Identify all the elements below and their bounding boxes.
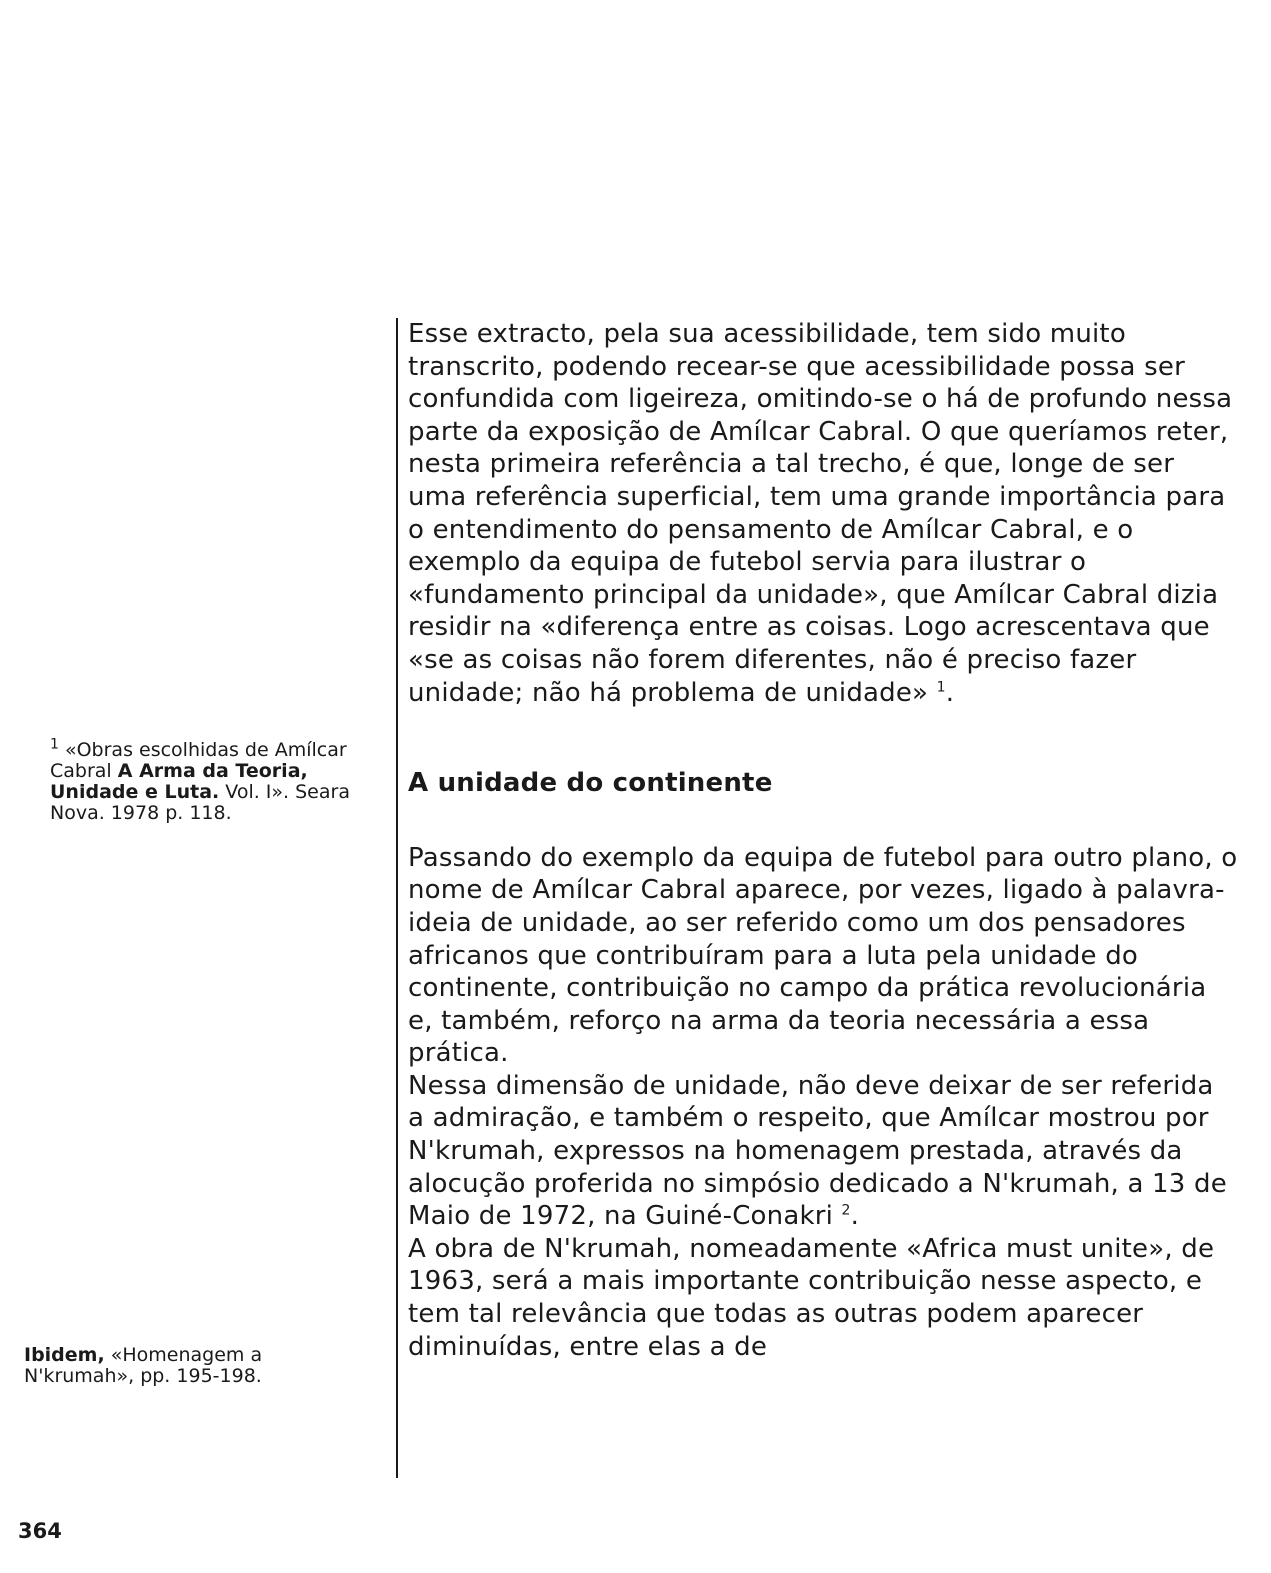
paragraph-text: Esse extracto, pela sua acessibilidade, tem sido muito transcrito, podendo recear-se que acessibilidade possa ser confundida com ligeireza, omitindo-se o há de profundo nessa parte da exposição de Amílcar Cabral. O que queríamos reter, nesta primeira referência a tal trecho, é que, longe de ser uma referência superficial, tem uma grande importância para o entendimento do pensamento de Amílcar Cabral, e o exemplo da equipa de futebol servia para ilustrar o «fundamento principal da unidade», que Amílcar Cabral dizia residir na «diferença entre as coisas. Logo acrescentava que «se as coisas não forem diferentes, não é preciso fazer unidade; não há problema de unidade» [408,319,1233,708]
paragraph: Esse extracto, pela sua acessibilidade, tem sido muito transcrito, podendo recear-se que acessibilidade possa ser confundida com ligeireza, omitindo-se o há de profundo nessa parte da exposição de Amílcar Cabral. O que queríamos reter, nesta primeira referência a tal trecho, é que, longe de ser uma referência superficial, tem uma grande importância para o entendimento do pensamento de Amílcar Cabral, e o exemplo da equipa de futebol servia para ilustrar o «fundamento principal da unidade», que Amílcar Cabral dizia residir na «diferença entre as coisas. Logo acrescentava que «se as coisas não forem diferentes, não é preciso fazer unidade; não há problema de unidade» $^1$. [408,319,1233,708]
note-title: Ibidem, [24,1344,105,1366]
paragraph: Passando do exemplo da equipa de futebol para outro plano, o nome de Amílcar Cabral aparece, por vezes, ligado à palavra-ideia de unidade, ao ser referido como um dos pensadores africanos que contribuíram para a luta pela unidade do continente, contribuição no campo da prática revolucionária e, também, reforço na arma da teoria necessária a essa prática. [408,842,1238,1069]
page-number: 364 [18,1519,62,1543]
paragraph: A obra de N'krumah, nomeadamente «Africa must unite», de 1963, será a mais importante contribuição nesse aspecto, e tem tal relevância que todas as outras podem aparecer diminuídas, entre elas a de [408,1233,1215,1362]
margin-note-2 [24,1345,344,1387]
note-marker: 1 [50,736,59,753]
paragraph: Nessa dimensão de unidade, não deve deixar de ser referida a admiração, e também o respeito, que Amílcar mostrou por N'krumah, expressos na homenagem prestada, através da alocução proferida no simpósio dedicado a N'krumah, a 13 de Maio de 1972, na Guiné-Conakri $^2$. [408,1070,1227,1232]
section-heading: A unidade do continente [408,768,773,799]
footnote-ref: 2 [841,1202,851,1219]
note-text: Vol. I». Seara Nova. 1978 p. 118. [50,781,350,824]
margin-rule [396,318,398,1478]
note-title: A Arma da Teoria, Unidade e Luta. [50,760,308,803]
margin-note-1 [50,736,360,824]
note-text: «Obras escolhidas de Amílcar Cabral [50,739,347,782]
note-text: «Homenagem a N'krumah», pp. 195-198. [24,1344,263,1387]
main-text-column [408,318,1238,1363]
paragraph-text: Nessa dimensão de unidade, não deve deixar de ser referida a admiração, e também o respeito, que Amílcar mostrou por N'krumah, expressos na homenagem prestada, através da alocução proferida no simpósio dedicado a N'krumah, a 13 de Maio de 1972, na Guiné-Conakri [408,1070,1227,1232]
footnote-ref: 1 [936,678,946,695]
